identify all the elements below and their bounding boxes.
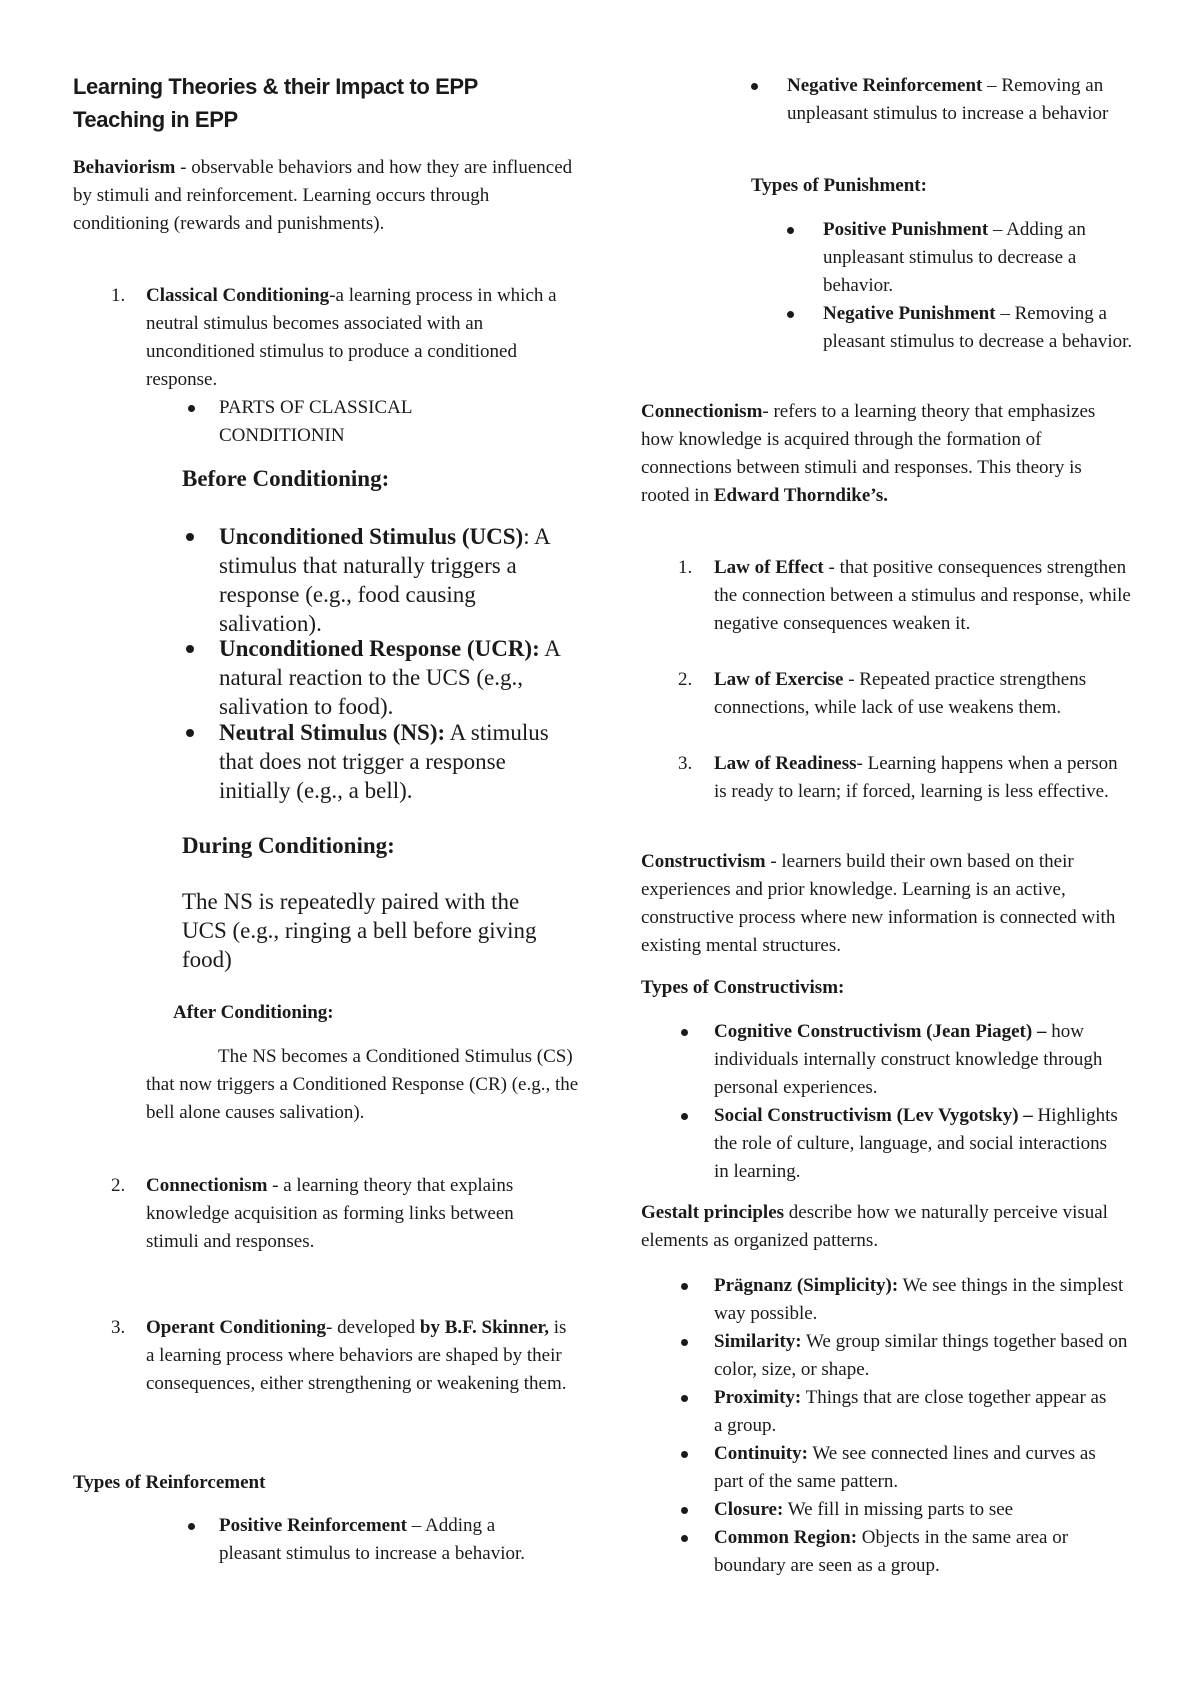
operant-paragraph [146, 1314, 576, 1398]
bullet-icon [681, 1113, 688, 1120]
bullet-icon [186, 645, 194, 653]
constructivism-type-term: Social Constructivism (Lev Vygotsky) – [714, 1105, 1033, 1126]
connectionism-item-text: - a learning theory that explains knowledge acquisition as forming links between stimuli and responses. [146, 1175, 514, 1252]
gestalt-item-term: Common Region: [714, 1527, 858, 1548]
gestalt-item-desc: Things that are close together appear as a group. [714, 1387, 1107, 1436]
gestalt-paragraph [641, 1199, 1137, 1255]
law-term: Law of Effect [714, 557, 824, 578]
title-line-1: Learning Theories & their Impact to EPP [73, 74, 478, 99]
after-heading: After Conditioning: [173, 1002, 334, 1023]
punishment-heading: Types of Punishment: [751, 175, 927, 196]
gestalt-item-desc: We fill in missing parts to see [783, 1499, 1014, 1520]
before-item-text [219, 634, 579, 721]
bullet-icon [186, 729, 194, 737]
gestalt-text: describe how we naturally perceive visual elements as organized patterns. [641, 1202, 1108, 1251]
constructivism-type-text [714, 1018, 1134, 1102]
connectionism-item-paragraph [146, 1172, 546, 1256]
connectionism-text: - refers to a learning theory that emphasizes how knowledge is acquired through the formation of connections between stimuli and responses. This theory is rooted in [641, 401, 1096, 506]
before-item-term: Unconditioned Stimulus (UCS) [219, 524, 524, 549]
title-line-2: Teaching in EPP [73, 107, 238, 132]
bullet-icon [188, 405, 195, 412]
constructivism-type-desc: how individuals internally construct knowledge through personal experiences. [714, 1021, 1103, 1098]
reinforcement-item-text [219, 1512, 539, 1568]
gestalt-item-text [714, 1524, 1134, 1580]
gestalt-item-desc: We see things in the simplest way possible. [714, 1275, 1124, 1324]
before-item-term: Neutral Stimulus (NS): [219, 720, 446, 745]
bullet-icon [787, 227, 794, 234]
constructivism-text: - learners build their own based on their experiences and prior knowledge. Learning is an active, constructive process where new information is connected with existing mental structures. [641, 851, 1116, 956]
connectionism-paragraph [641, 398, 1131, 510]
classical-paragraph [146, 282, 576, 394]
bullet-icon [186, 533, 194, 541]
law-term: Law of Exercise [714, 669, 844, 690]
gestalt-item-desc: We see connected lines and curves as part of the same pattern. [714, 1443, 1096, 1492]
reinforcement-item-term: Negative Reinforcement [787, 75, 983, 96]
punishment-item-desc: – Adding an unpleasant stimulus to decrease a behavior. [823, 219, 1086, 296]
constructivism-type-term: Cognitive Constructivism (Jean Piaget) – [714, 1021, 1047, 1042]
punishment-item-text [823, 300, 1133, 356]
bullet-icon [681, 1029, 688, 1036]
before-item-text [219, 718, 569, 805]
operant-number: 3. [111, 1317, 126, 1338]
reinforcement-item-text [787, 72, 1137, 128]
constructivism-paragraph [641, 848, 1131, 960]
behaviorism-paragraph [73, 154, 573, 238]
before-item-term: Unconditioned Response (UCR): [219, 636, 540, 661]
law-of-effect [714, 554, 1134, 638]
classical-number: 1. [111, 285, 126, 306]
gestalt-item-desc: We group similar things together based on color, size, or shape. [714, 1331, 1128, 1380]
law-desc: - Repeated practice strengthens connections, while lack of use weakens them. [714, 669, 1087, 718]
constructivism-types-heading: Types of Constructivism: [641, 977, 845, 998]
connectionism-item-term: Connectionism [146, 1175, 268, 1196]
reinforcement-heading: Types of Reinforcement [73, 1472, 266, 1493]
law-term: Law of Readiness [714, 753, 857, 774]
constructivism-type-desc: Highlights the role of culture, language, and social interactions in learning. [714, 1105, 1118, 1182]
document-title [73, 70, 593, 136]
law-number: 1. [678, 557, 693, 578]
before-heading: Before Conditioning: [182, 466, 390, 491]
after-text: The NS becomes a Conditioned Stimulus (CS) that now triggers a Conditioned Response (CR) (e.g., the bell alone causes salivation). [146, 1046, 579, 1123]
gestalt-item-text [714, 1384, 1114, 1440]
gestalt-item-desc: Objects in the same area or boundary are seen as a group. [714, 1527, 1069, 1576]
behaviorism-term: Behaviorism [73, 157, 176, 178]
bullet-icon [787, 311, 794, 318]
bullet-icon [681, 1339, 688, 1346]
gestalt-item-text [714, 1328, 1134, 1384]
bullet-icon [751, 83, 758, 90]
during-heading: During Conditioning: [182, 833, 395, 858]
law-of-readiness [714, 750, 1134, 806]
bullet-icon [681, 1283, 688, 1290]
law-number: 2. [678, 669, 693, 690]
gestalt-item-text [714, 1440, 1114, 1496]
before-item-desc: : A stimulus that naturally triggers a response (e.g., food causing salivation). [219, 524, 550, 636]
connectionism-number: 2. [111, 1175, 126, 1196]
constructivism-term: Constructivism [641, 851, 766, 872]
gestalt-item-term: Continuity: [714, 1443, 808, 1464]
before-item-desc: A natural reaction to the UCS (e.g., salivation to food). [219, 636, 560, 719]
constructivism-type-text [714, 1102, 1124, 1186]
punishment-item-term: Negative Punishment [823, 303, 996, 324]
bullet-icon [681, 1535, 688, 1542]
bullet-icon [188, 1523, 195, 1530]
punishment-item-text [823, 216, 1143, 300]
gestalt-item-term: Prägnanz (Simplicity): [714, 1275, 899, 1296]
reinforcement-item-desc: – Adding a pleasant stimulus to increase a behavior. [219, 1515, 526, 1564]
before-item-desc: A stimulus that does not trigger a response initially (e.g., a bell). [219, 720, 549, 803]
operant-text-1: - developed [326, 1317, 420, 1338]
gestalt-item-text [714, 1496, 1134, 1524]
gestalt-item-term: Similarity: [714, 1331, 802, 1352]
bullet-icon [681, 1451, 688, 1458]
during-text: The NS is repeatedly paired with the UCS (e.g., ringing a bell before giving food) [182, 889, 537, 972]
operant-text-2: is a learning process where behaviors are shaped by their consequences, either strengthening or weakening them. [146, 1317, 567, 1394]
bullet-icon [681, 1507, 688, 1514]
punishment-item-term: Positive Punishment [823, 219, 989, 240]
before-item-text [219, 522, 579, 638]
law-number: 3. [678, 753, 693, 774]
classical-text: -a learning process in which a neutral stimulus becomes associated with an unconditioned stimulus to produce a conditioned response. [146, 285, 557, 390]
punishment-item-desc: – Removing a pleasant stimulus to decrease a behavior. [823, 303, 1133, 352]
operant-term: Operant Conditioning [146, 1317, 327, 1338]
gestalt-item-term: Closure: [714, 1499, 784, 1520]
law-desc: - Learning happens when a person is ready to learn; if forced, learning is less effective. [714, 753, 1118, 802]
gestalt-term: Gestalt principles [641, 1202, 785, 1223]
reinforcement-item-term: Positive Reinforcement [219, 1515, 408, 1536]
bullet-icon [681, 1395, 688, 1402]
gestalt-item-term: Proximity: [714, 1387, 802, 1408]
behaviorism-text: - observable behaviors and how they are influenced by stimuli and reinforcement. Learning occurs through conditioning (rewards and punishments). [73, 157, 573, 234]
gestalt-item-text [714, 1272, 1134, 1328]
law-of-exercise [714, 666, 1114, 722]
connectionism-person: Edward Thorndike’s. [713, 485, 889, 506]
law-desc: - that positive consequences strengthen the connection between a stimulus and response, while negative consequences weaken it. [714, 557, 1131, 634]
parts-text: PARTS OF CLASSICAL CONDITIONIN [219, 397, 412, 446]
operant-by: by B.F. Skinner, [419, 1317, 549, 1338]
connectionism-term: Connectionism [641, 401, 763, 422]
reinforcement-item-desc: – Removing an unpleasant stimulus to increase a behavior [787, 75, 1109, 124]
classical-term: Classical Conditioning [146, 285, 330, 306]
